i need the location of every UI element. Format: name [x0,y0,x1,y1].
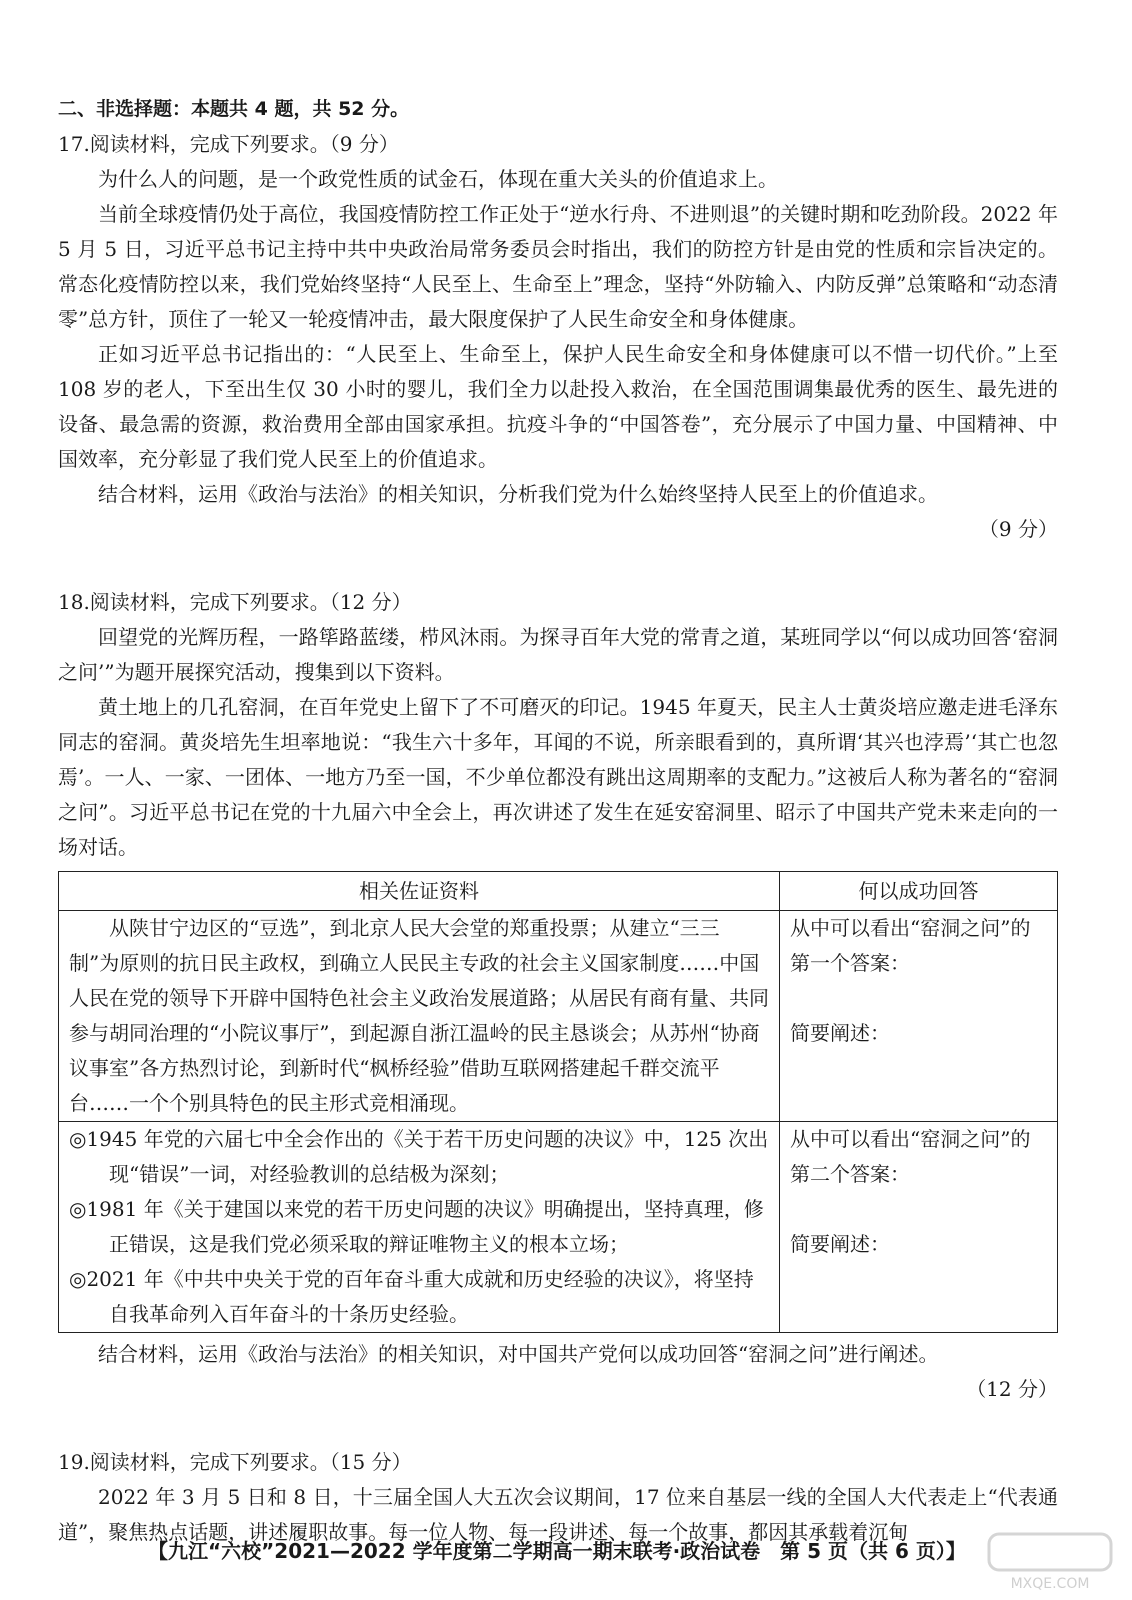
table-row [59,1122,1058,1333]
q18-task: 结合材料，运用《政治与法治》的相关知识，对中国共产党何以成功回答“窑洞之问”进行阐述。 [98,1342,939,1366]
evidence-table [58,871,1058,1333]
answer-cell-1 [780,911,1058,1122]
brief-label-2: 简要阐述： [790,1232,890,1256]
evidence-cell-2 [59,1122,780,1333]
q17-task: 结合材料，运用《政治与法治》的相关知识，分析我们党为什么始终坚持人民至上的价值追求。 [98,482,938,506]
q18-paragraph-2: 黄土地上的几孔窑洞，在百年党史上留下了不可磨灭的印记。1945 年夏天，民主人士黄炎培应邀走进毛泽东同志的窑洞。黄炎培先生坦率地说：“我生六十多年，耳闻的不说，所亲眼看到的，真所谓‘其兴也浡焉’‘其亡也忽焉’。一人、一家、一团体、一地方乃至一国，不少单位都没有跳出这周期率的支配力。”这被后人称为著名的“窑洞之问”。习近平总书记在党的十九届六中全会上，再次讲述了发生在延安窑洞里、昭示了中国共产党未来走向的一场对话。 [58,695,1058,859]
q17-score: （9 分） [978,517,1058,541]
exam-page [58,92,1058,1550]
table-header-evidence: 相关佐证资料 [59,872,780,911]
table-header-answer: 何以成功回答 [780,872,1058,911]
q17-paragraph-1: 为什么人的问题，是一个政党性质的试金石，体现在重大关头的价值追求上。 [98,167,778,191]
answer-prompt-1: 从中可以看出“窑洞之问”的第一个答案： [790,916,1031,975]
evidence-item: ◎2021 年《中共中央关于党的百年奋斗重大成就和历史经验的决议》，将坚持自我革命列入百年奋斗的十条历史经验。 [69,1267,754,1326]
watermark-logo-icon [985,1530,1115,1595]
q18-title: 18.阅读材料，完成下列要求。（12 分） [58,590,412,614]
evidence-item: ◎1981 年《关于建国以来党的若干历史问题的决议》明确提出，坚持真理，修正错误，这是我们党必须采取的辩证唯物主义的根本立场； [69,1197,764,1256]
evidence-text-1: 从陕甘宁边区的“豆选”，到北京人民大会堂的郑重投票；从建立“三三制”为原则的抗日民主政权，到确立人民民主专政的社会主义国家制度……中国人民在党的领导下开辟中国特色社会主义政治发展道路；从居民有商有量、共同参与胡同治理的“小院议事厅”，到起源自浙江温岭的民主恳谈会；从苏州“协商议事室”各方热烈讨论，到新时代“枫桥经验”借助互联网搭建起千群交流平台……一个个别具特色的民主形式竞相涌现。 [69,916,769,1115]
q19-paragraph-1: 2022 年 3 月 5 日和 8 日，十三届全国人大五次会议期间，17 位来自基层一线的全国人大代表走上“代表通道”，聚焦热点话题，讲述履职故事。每一位人物、每一段讲述、每一个故事，都因其承载着沉甸 [58,1485,1058,1544]
q17-paragraph-3: 正如习近平总书记指出的：“人民至上、生命至上，保护人民生命安全和身体健康可以不惜一切代价。”上至 108 岁的老人，下至出生仅 30 小时的婴儿，我们全力以赴投入救治，在全国范围调集最优秀的医生、最先进的设备、最急需的资源，救治费用全部由国家承担。抗疫斗争的“中国答卷”，充分展示了中国力量、中国精神、中国效率，充分彰显了我们党人民至上的价值追求。 [58,342,1058,471]
q18-paragraph-1: 回望党的光辉历程，一路筚路蓝缕，栉风沐雨。为探寻百年大党的常青之道，某班同学以“何以成功回答‘窑洞之问’”为题开展探究活动，搜集到以下资料。 [58,625,1058,684]
answer-prompt-2: 从中可以看出“窑洞之问”的第二个答案： [790,1127,1031,1186]
q18-score: （12 分） [966,1377,1058,1401]
page-footer: 【九江“六校”2021—2022 学年度第二学期高一期末联考·政治试卷 第 5 页（共 6 页）】 [148,1539,966,1563]
table-row [59,911,1058,1122]
watermark-text: MXQE.COM [1010,1576,1090,1592]
q17-title: 17.阅读材料，完成下列要求。（9 分） [58,132,399,156]
evidence-cell-1 [59,911,780,1122]
section-heading: 二、非选择题：本题共 4 题，共 52 分。 [58,98,410,120]
q17-paragraph-2: 当前全球疫情仍处于高位，我国疫情防控工作正处于“逆水行舟、不进则退”的关键时期和吃劲阶段。2022 年 5 月 5 日，习近平总书记主持中共中央政治局常务委员会时指出，我们的防控方针是由党的性质和宗旨决定的。常态化疫情防控以来，我们党始终坚持“人民至上、生命至上”理念，坚持“外防输入、内防反弹”总策略和“动态清零”总方针，顶住了一轮又一轮疫情冲击，最大限度保护了人民生命安全和身体健康。 [58,202,1058,331]
evidence-item: ◎1945 年党的六届七中全会作出的《关于若干历史问题的决议》中，125 次出现“错误”一词，对经验教训的总结极为深刻； [69,1127,769,1186]
answer-cell-2 [780,1122,1058,1333]
q19-title: 19.阅读材料，完成下列要求。（15 分） [58,1450,412,1474]
brief-label-1: 简要阐述： [790,1021,890,1045]
